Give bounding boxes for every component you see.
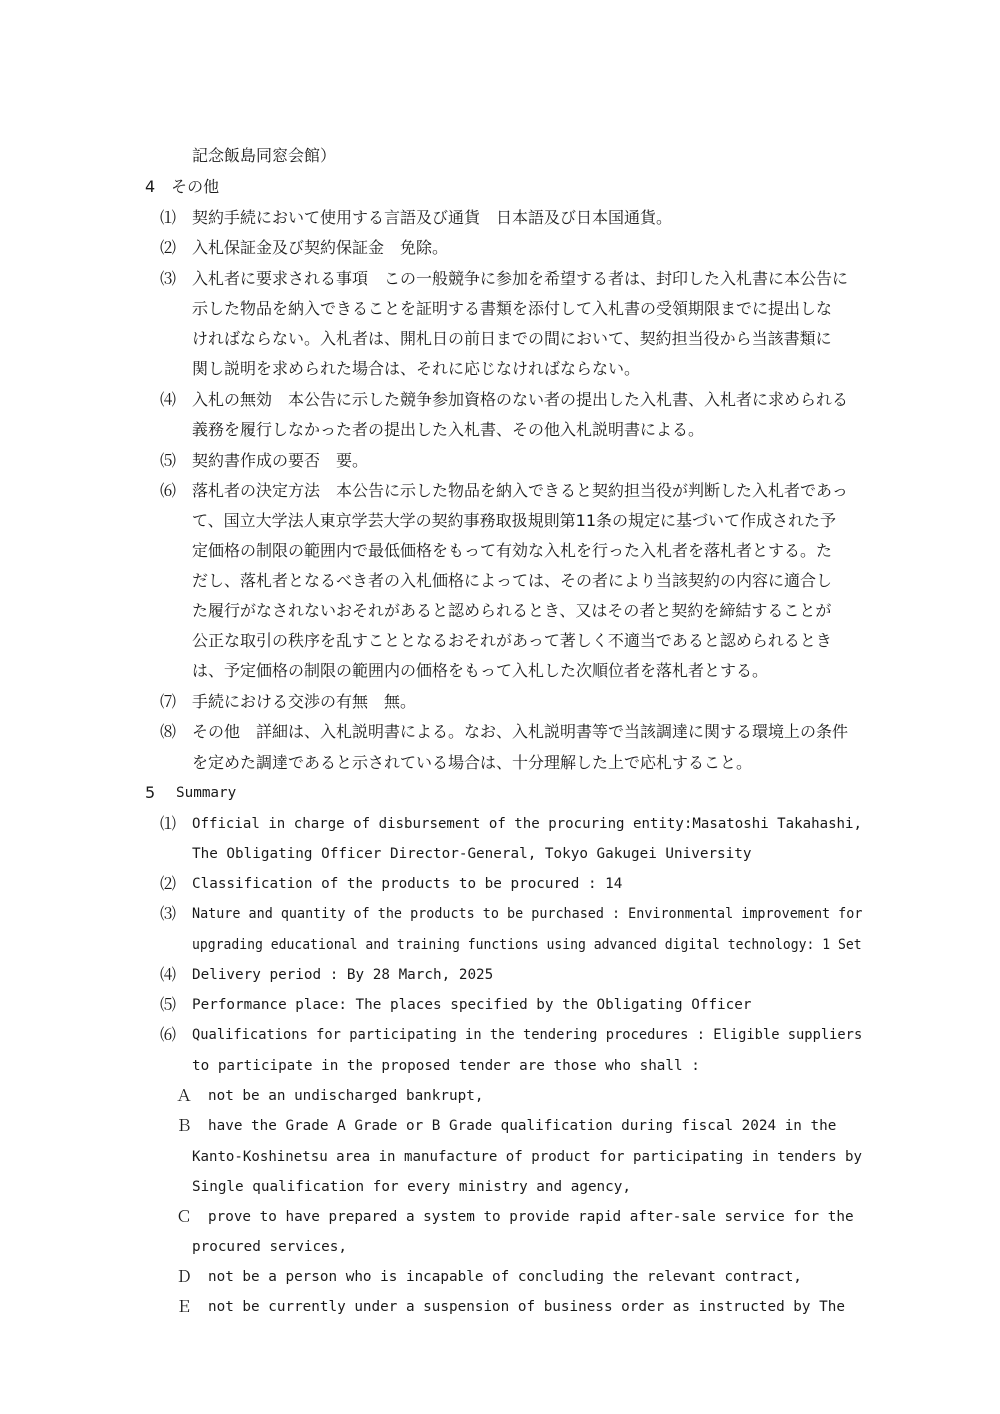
text-line: procured services, xyxy=(192,1239,347,1255)
text-line: 公正な取引の秩序を乱すこととなるおそれがあって著しく不適当であると認められるとき xyxy=(192,631,832,650)
text-line: not be an undischarged bankrupt, xyxy=(208,1088,484,1104)
text-line: The Obligating Officer Director-General, Tokyo Gakugei University xyxy=(192,846,752,862)
text-line: to participate in the proposed tender are those who shall : xyxy=(192,1058,700,1074)
item-number: ⑷ xyxy=(160,965,177,984)
text-line: 義務を履行しなかった者の提出した入札書、その他入札説明書による。 xyxy=(192,420,705,439)
item-number: ⑵ xyxy=(160,874,177,893)
section-heading-5: Summary xyxy=(176,785,237,801)
text-line: 記念飯島同窓会館） xyxy=(192,146,337,165)
text-line: Single qualification for every ministry and agency, xyxy=(192,1179,631,1195)
text-line: ⑷ 入札の無効 本公告に示した競争参加資格のない者の提出した入札書、入札者に求められる xyxy=(160,390,849,409)
text-line: Kanto-Koshinetsu area in manufacture of product for participating in tenders by xyxy=(192,1149,863,1165)
text-line: Qualifications for participating in the tendering procedures : Eligible suppliers xyxy=(192,1027,863,1043)
section-heading-4: 4 その他 xyxy=(145,177,220,196)
text-line: ⑶ 入札者に要求される事項 この一般競争に参加を希望する者は、封印した入札書に本公告に xyxy=(160,269,849,288)
text-line: ⑺ 手続における交渉の有無 無。 xyxy=(160,692,417,711)
text-line: 定価格の制限の範囲内で最低価格をもって有効な入札を行った入札者を落札者とする。た xyxy=(192,541,833,560)
item-number: ⑹ xyxy=(160,1025,177,1044)
text-line: て、国立大学法人東京学芸大学の契約事務取扱規則第11条の規定に基づいて作成された予 xyxy=(192,511,837,530)
text-line: 示した物品を納入できることを証明する書類を添付して入札書の受領期限までに提出しな xyxy=(192,299,833,318)
text-line: have the Grade A Grade or B Grade qualification during fiscal 2024 in the xyxy=(208,1118,837,1134)
text-line: Performance place: The places specified by the Obligating Officer xyxy=(192,997,752,1013)
text-line: Official in charge of disbursement of the procuring entity:Masatoshi Takahashi, xyxy=(192,816,863,832)
sub-item-label: Ｄ xyxy=(176,1267,193,1286)
text-line: 関し説明を求められた場合は、それに応じなければならない。 xyxy=(192,359,641,378)
sub-item-label: Ｂ xyxy=(176,1116,193,1135)
text-line: prove to have prepared a system to provide rapid after-sale service for the xyxy=(208,1209,854,1225)
text-line: た履行がなされないおそれがあると認められるとき、又はその者と契約を締結することが xyxy=(192,601,832,620)
item-number: ⑶ xyxy=(160,904,177,923)
text-line: ⑹ 落札者の決定方法 本公告に示した物品を納入できると契約担当役が判断した入札者であっ xyxy=(160,481,848,500)
text-line: ⑵ 入札保証金及び契約保証金 免除。 xyxy=(160,238,449,257)
sub-item-label: Ｃ xyxy=(176,1207,193,1226)
sub-item-label: Ａ xyxy=(176,1086,193,1105)
text-line: ⑻ その他 詳細は、入札説明書による。なお、入札説明書等で当該調達に関する環境上の条件 xyxy=(160,722,849,741)
text-line: Classification of the products to be procured : 14 xyxy=(192,876,623,892)
text-line: not be currently under a suspension of business order as instructed by The xyxy=(208,1299,845,1315)
item-number: ⑸ xyxy=(160,995,177,1014)
text-line: だし、落札者となるべき者の入札価格によっては、その者により当該契約の内容に適合し xyxy=(192,571,833,590)
sub-item-label: Ｅ xyxy=(176,1297,193,1316)
section-number-5: 5 xyxy=(145,783,156,802)
item-number: ⑴ xyxy=(160,814,177,833)
text-line: ければならない。入札者は、開札日の前日までの間において、契約担当役から当該書類に xyxy=(192,329,832,348)
text-line: ⑴ 契約手続において使用する言語及び通貨 日本語及び日本国通貨。 xyxy=(160,208,673,227)
text-line: Delivery period : By 28 March, 2025 xyxy=(192,967,494,983)
text-line: not be a person who is incapable of concluding the relevant contract, xyxy=(208,1269,802,1285)
text-line: Nature and quantity of the products to be purchased : Environmental improvement for xyxy=(192,906,863,922)
text-line: upgrading educational and training functions using advanced digital technology: 1 Set xyxy=(192,937,862,953)
text-line: を定めた調達であると示されている場合は、十分理解した上で応札すること。 xyxy=(192,753,753,772)
text-line: ⑸ 契約書作成の要否 要。 xyxy=(160,451,369,470)
text-line: は、予定価格の制限の範囲内の価格をもって入札した次順位者を落札者とする。 xyxy=(192,661,769,680)
